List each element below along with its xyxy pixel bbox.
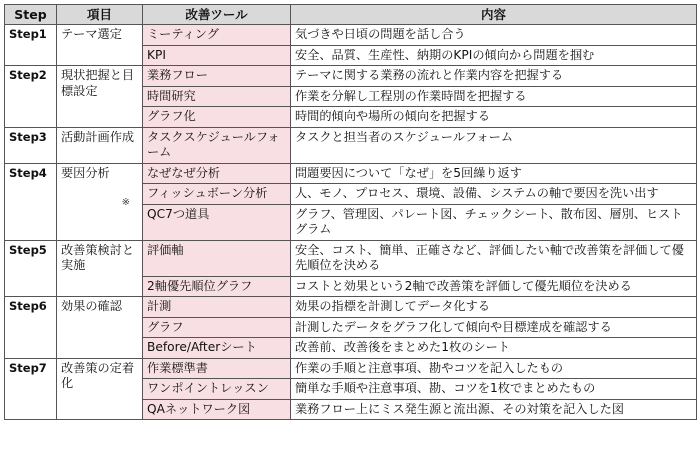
header-tool: 改善ツール xyxy=(143,5,291,25)
tool-cell: QC7つ道具 xyxy=(143,204,291,240)
table-row xyxy=(5,127,697,163)
content-cell: 人、モノ、プロセス、環境、設備、システムの軸で要因を洗い出す xyxy=(291,184,697,205)
content-cell: 作業の手順と注意事項、勘やコツを記入したもの xyxy=(291,358,697,379)
kaizen-steps-table xyxy=(4,4,697,420)
content-cell: テーマに関する業務の流れと作業内容を把握する xyxy=(291,66,697,87)
content-cell: 時間的傾向や場所の傾向を把握する xyxy=(291,107,697,128)
content-cell: コストと効果という2軸で改善策を評価して優先順位を決める xyxy=(291,276,697,297)
table-row xyxy=(5,240,697,276)
step-item: 現状把握と目標設定 xyxy=(57,66,143,128)
tool-cell: 時間研究 xyxy=(143,86,291,107)
table-row xyxy=(5,297,697,318)
tool-cell: KPI xyxy=(143,45,291,66)
tool-cell: なぜなぜ分析 xyxy=(143,163,291,184)
step-label: Step6 xyxy=(5,297,57,359)
step-label: Step7 xyxy=(5,358,57,420)
step-item-text: 要因分析 xyxy=(61,165,110,180)
tool-cell: グラフ xyxy=(143,317,291,338)
header-content: 内容 xyxy=(291,5,697,25)
step-label: Step2 xyxy=(5,66,57,128)
step-item: 改善策の定着化 xyxy=(57,358,143,420)
content-cell: 安全、コスト、簡単、正確さなど、評価したい軸で改善策を評価して優先順位を決める xyxy=(291,240,697,276)
tool-cell: ミーティング xyxy=(143,25,291,46)
header-row xyxy=(5,5,697,25)
step-label: Step3 xyxy=(5,127,57,163)
content-cell: タスクと担当者のスケジュールフォーム xyxy=(291,127,697,163)
step-item xyxy=(57,163,143,240)
tool-cell: 計測 xyxy=(143,297,291,318)
header-item: 項目 xyxy=(57,5,143,25)
step-label: Step4 xyxy=(5,163,57,240)
step-label: Step5 xyxy=(5,240,57,297)
note-mark: ※ xyxy=(121,197,130,208)
tool-cell: フィッシュボーン分析 xyxy=(143,184,291,205)
content-cell: 作業を分解し工程別の作業時間を把握する xyxy=(291,86,697,107)
tool-cell: 業務フロー xyxy=(143,66,291,87)
tool-cell: Before/Afterシート xyxy=(143,338,291,359)
table-row xyxy=(5,358,697,379)
content-cell: 簡単な手順や注意事項、勘、コツを1枚でまとめたもの xyxy=(291,379,697,400)
table-row xyxy=(5,163,697,184)
content-cell: 安全、品質、生産性、納期のKPIの傾向から問題を掴む xyxy=(291,45,697,66)
step-item: 改善策検討と実施 xyxy=(57,240,143,297)
step-item: 効果の確認 xyxy=(57,297,143,359)
content-cell: 問題要因について「なぜ」を5回繰り返す xyxy=(291,163,697,184)
content-cell: 気づきや日頃の問題を話し合う xyxy=(291,25,697,46)
table-row xyxy=(5,66,697,87)
tool-cell: QAネットワーク図 xyxy=(143,399,291,420)
tool-cell: 作業標準書 xyxy=(143,358,291,379)
tool-cell: 2軸優先順位グラフ xyxy=(143,276,291,297)
step-label: Step1 xyxy=(5,25,57,66)
content-cell: 効果の指標を計測してデータ化する xyxy=(291,297,697,318)
step-item: テーマ選定 xyxy=(57,25,143,66)
content-cell: 業務フロー上にミス発生源と流出源、その対策を記入した図 xyxy=(291,399,697,420)
content-cell: 計測したデータをグラフ化して傾向や目標達成を確認する xyxy=(291,317,697,338)
tool-cell: 評価軸 xyxy=(143,240,291,276)
step-item: 活動計画作成 xyxy=(57,127,143,163)
tool-cell: タスクスケジュールフォーム xyxy=(143,127,291,163)
header-step: Step xyxy=(5,5,57,25)
tool-cell: ワンポイントレッスン xyxy=(143,379,291,400)
content-cell: 改善前、改善後をまとめた1枚のシート xyxy=(291,338,697,359)
table-row xyxy=(5,25,697,46)
tool-cell: グラフ化 xyxy=(143,107,291,128)
content-cell: グラフ、管理図、パレート図、チェックシート、散布図、層別、ヒストグラム xyxy=(291,204,697,240)
